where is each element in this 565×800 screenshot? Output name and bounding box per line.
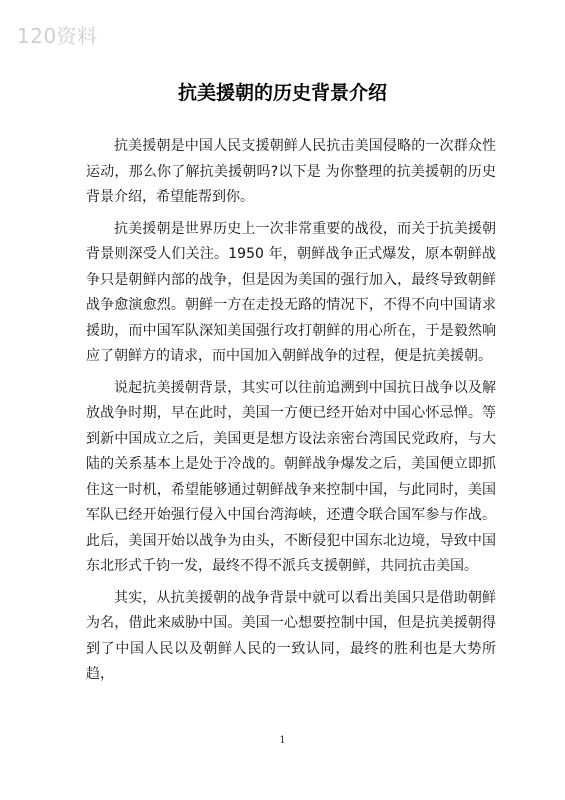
paragraph-intro: 抗美援朝是中国人民支援朝鲜人民抗击美国侵略的一次群众性运动，那么你了解抗美援朝吗?以下是 为你整理的抗美援朝的历史背景介绍，希望能帮到你。 [86, 138, 496, 205]
document-body [86, 134, 496, 694]
paragraph-background: 抗美援朝是世界历史上一次非常重要的战役，而关于抗美援朝背景则深受人们关注。1950 年，朝鲜战争正式爆发，原本朝鲜战争只是朝鲜内部的战争，但是因为美国的强行加入，最终导致朝鲜战争愈演愈烈。朝鲜一方在走投无路的情况下，不得不向中国请求援助，而中国军队深知美国强行攻打朝鲜的用心所在，于是毅然响应了朝鲜方的请求，而中国加入朝鲜战争的过程，便是抗美援朝。 [86, 220, 496, 364]
paragraph-conclusion: 其实，从抗美援朝的战争背景中就可以看出美国只是借助朝鲜为名，借此来威胁中国。美国一心想要控制中国，但是抗美援朝得到了中国人民以及朝鲜人民的一致认同，最终的胜利也是大势所趋， [86, 589, 496, 682]
watermark: 120资料 [17, 24, 98, 48]
page-number: 1 [279, 735, 286, 746]
document-title: 抗美援朝的历史背景介绍 [177, 82, 387, 104]
paragraph-history: 说起抗美援朝背景，其实可以往前追溯到中国抗日战争以及解放战争时期，早在此时，美国一方便已经开始对中国心怀忌惮。等到新中国成立之后，美国更是想方设法亲密台湾国民党政府，与大陆的关系基本上是处于冷战的。朝鲜战争爆发之后，美国便立即抓住这一时机，希望能够通过朝鲜战争来控制中国，与此同时，美国军队已经开始强行侵入中国台湾海峡，还遭令联合国军参与作战。此后，美国开始以战争为由头，不断侵犯中国东北边境，导致中国东北形式千钧一发，最终不得不派兵支援朝鲜，共同抗击美国。 [86, 379, 496, 574]
